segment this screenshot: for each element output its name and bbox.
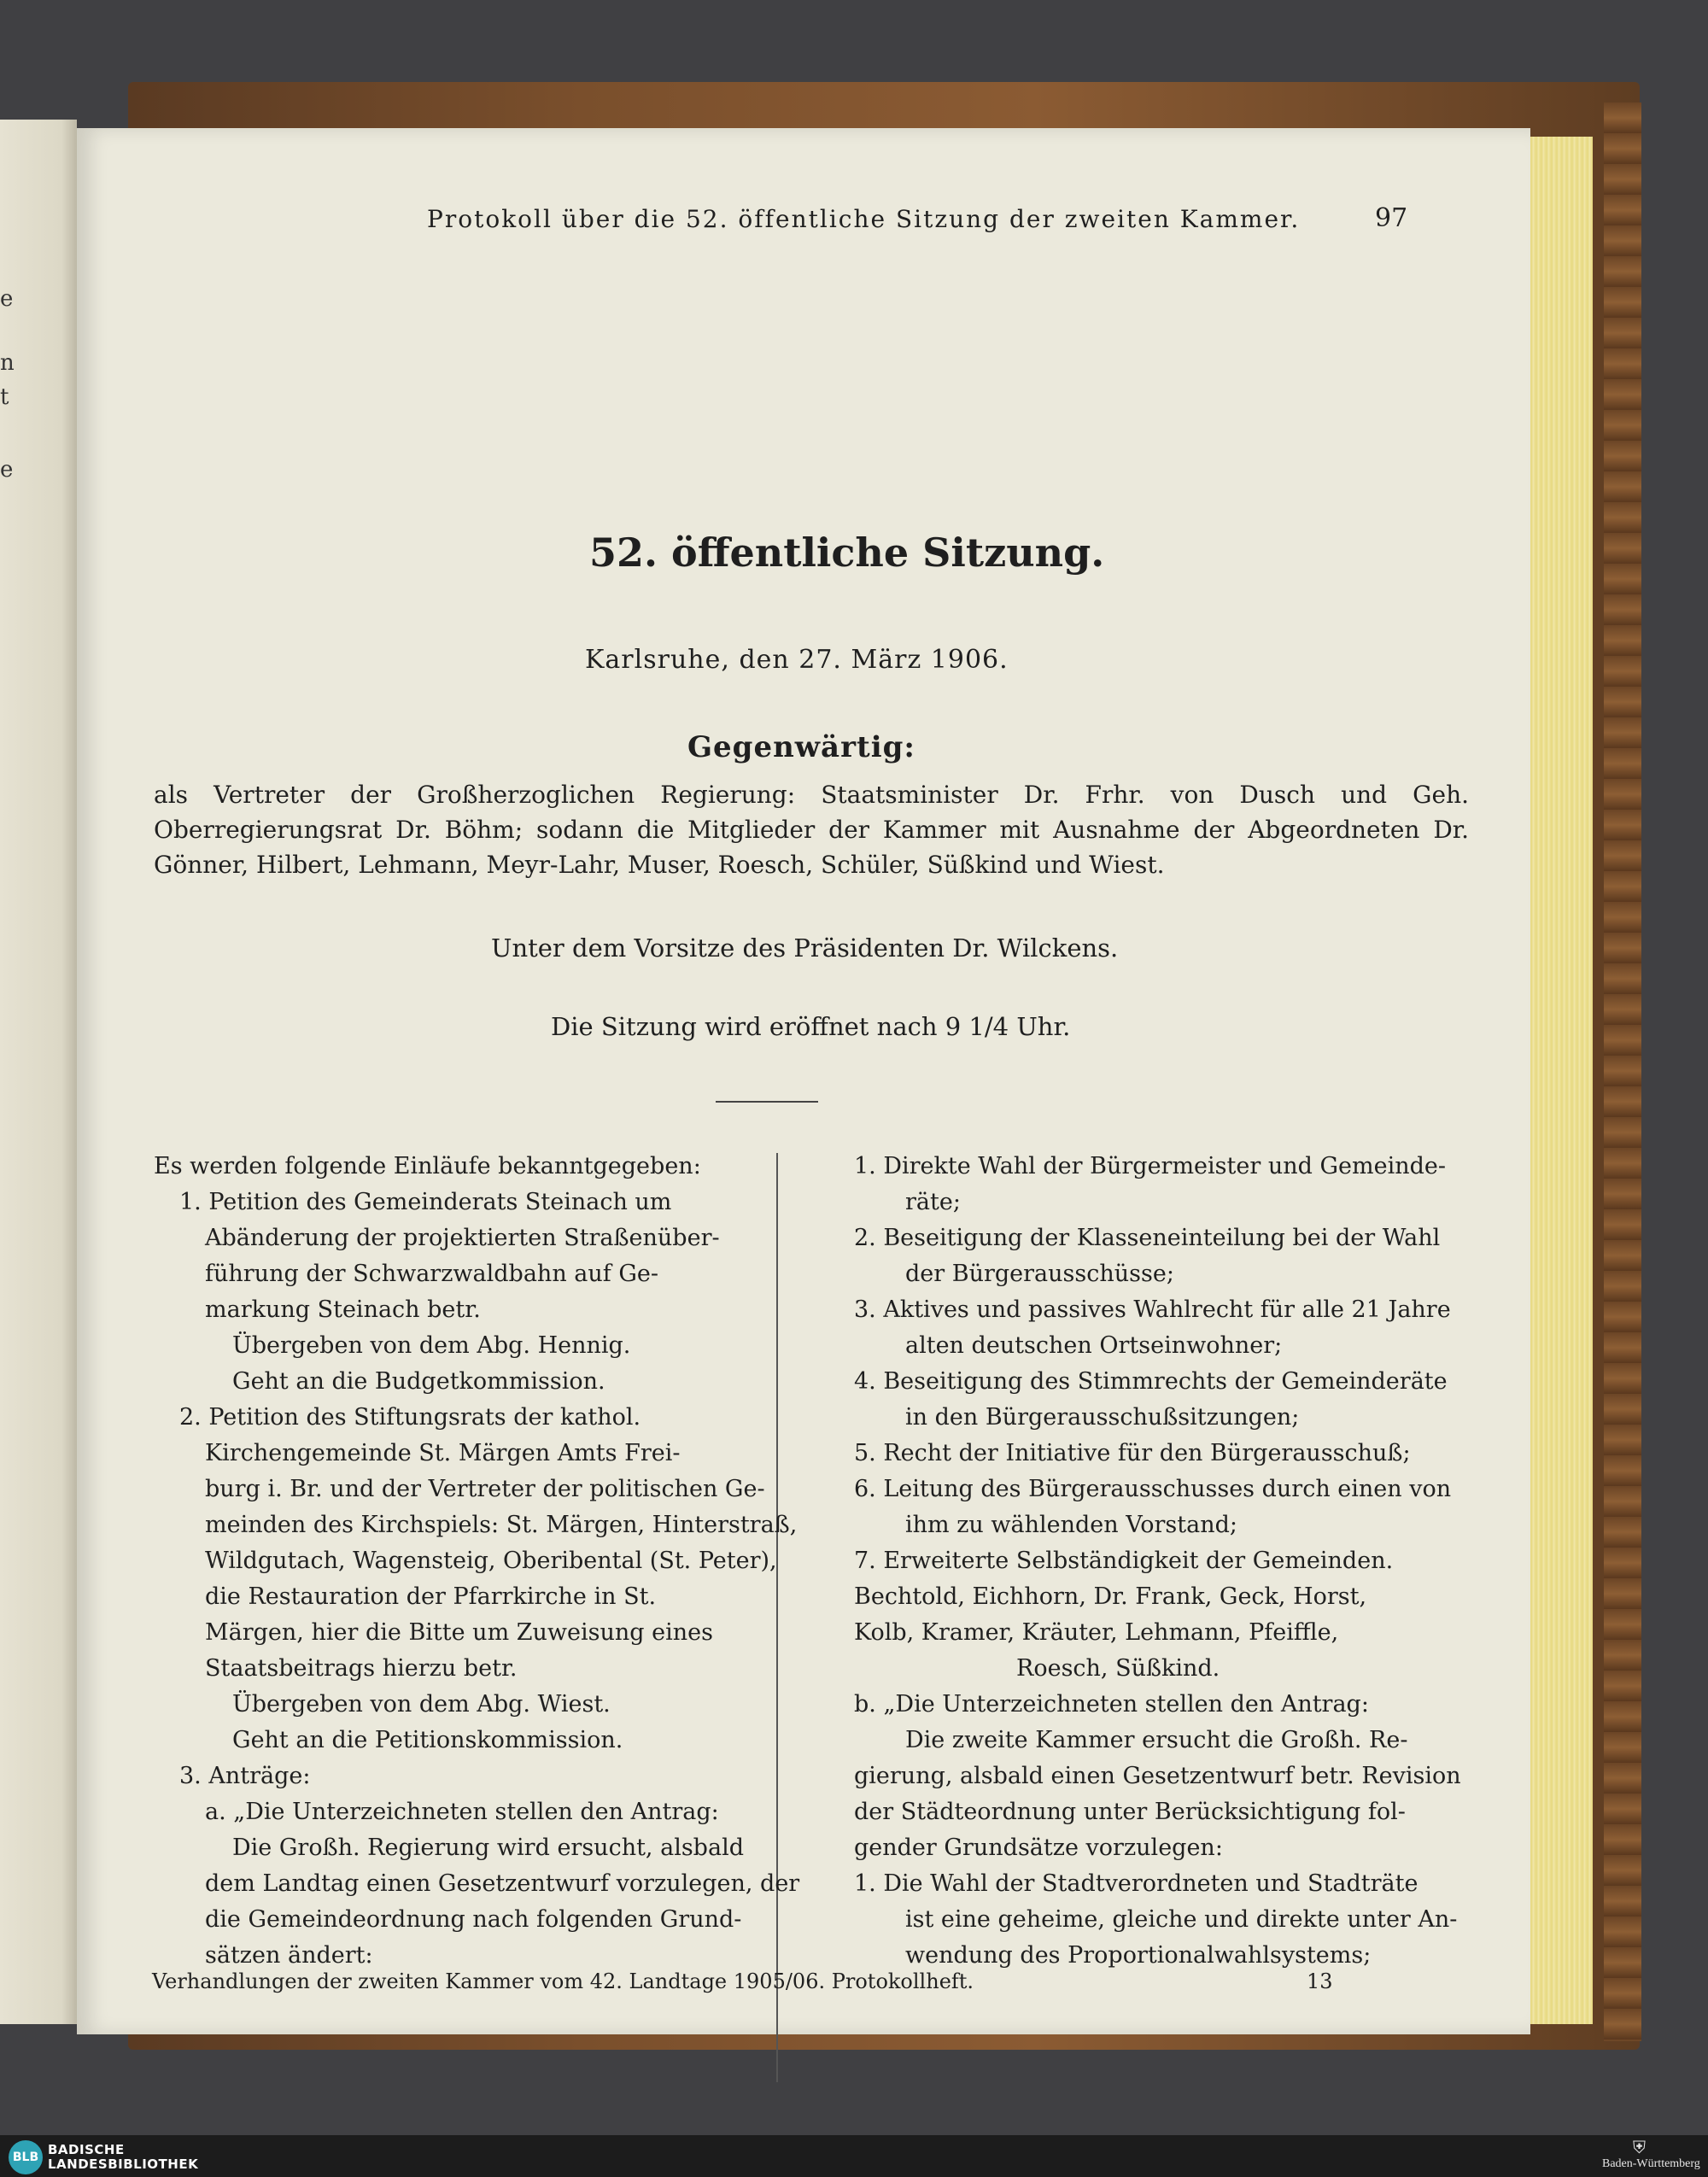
text-line: Geht an die Petitionskommission. [232,1727,623,1753]
text-line: 3. Aktives und passives Wahlrecht für alle 21 Jahre [854,1296,1451,1323]
text-line: Die Großh. Regierung wird ersucht, alsbald [232,1835,744,1861]
text-line: 2. Beseitigung der Klasseneinteilung bei der Wahl [854,1225,1441,1251]
text-line: sätzen ändert: [205,1942,373,1969]
text-line: Kirchengemeinde St. Märgen Amts Frei- [205,1440,681,1466]
library-logo[interactable] [9,2140,43,2174]
left-column [154,1149,800,1974]
document-page [77,128,1530,2034]
text-line: dem Landtag einen Gesetzentwurf vorzulegen, der [205,1870,800,1897]
text-line: markung Steinach betr. [205,1296,481,1323]
page-number: 97 [1375,203,1408,233]
text-line: Staatsbeitrags hierzu betr. [205,1655,518,1682]
text-line: die Gemeindeordnung nach folgenden Grund- [205,1906,742,1933]
text-line: 7. Erweiterte Selbständigkeit der Gemeinden. [854,1548,1394,1574]
text-line: Die zweite Kammer ersucht die Großh. Re- [905,1727,1408,1753]
text-line: 1. Direkte Wahl der Bürgermeister und Gemeinde- [854,1153,1447,1179]
signature-mark: 13 [1307,1969,1333,1993]
state-label: Baden-Württemberg [1602,2157,1700,2170]
text-line: Roesch, Süßkind. [1016,1655,1220,1682]
page-footer: Verhandlungen der zweiten Kammer vom 42. Landtage 1905/06. Protokollheft. [152,1969,974,1993]
left-page-fragment: e [0,457,14,483]
text-line: Bechtold, Eichhorn, Dr. Frank, Geck, Horst, [854,1583,1367,1610]
left-page-edge [0,120,77,2024]
text-line: ist eine geheime, gleiche und direkte unter An- [905,1906,1458,1933]
text-line: räte; [905,1189,961,1215]
text-line: ihm zu wählenden Vorstand; [905,1512,1237,1538]
left-page-fragment: e [0,286,14,312]
text-line: wendung des Proportionalwahlsystems; [905,1942,1372,1969]
text-line: b. „Die Unterzeichneten stellen den Antrag: [854,1691,1369,1718]
library-name-line1: BADISCHE [48,2142,125,2157]
text-line: die Restauration der Pfarrkirche in St. [205,1583,657,1610]
text-line: Wildgutach, Wagensteig, Oberibental (St. Peter), [205,1548,777,1574]
text-line: gender Grundsätze vorzulegen: [854,1835,1223,1861]
text-line: in den Bürgerausschußsitzungen; [905,1404,1300,1431]
coat-of-arms-icon: ⛨ [1633,2137,1646,2157]
text-line: 1. Die Wahl der Stadtverordneten und Stadträte [854,1870,1418,1897]
text-line: 6. Leitung des Bürgerausschusses durch einen von [854,1476,1452,1502]
text-line: führung der Schwarzwaldbahn auf Ge- [205,1261,659,1287]
text-line: Abänderung der projektierten Straßenüber- [205,1225,720,1251]
text-line: meinden des Kirchspiels: St. Märgen, Hinterstraß, [205,1512,798,1538]
opening-line: Die Sitzung wird eröffnet nach 9 1/4 Uhr. [551,1012,1071,1041]
text-line: 2. Petition des Stiftungsrats der kathol. [179,1404,641,1431]
left-page-fragment: n [0,350,15,376]
text-line: 4. Beseitigung des Stimmrechts der Gemeinderäte [854,1368,1448,1395]
text-line: a. „Die Unterzeichneten stellen den Antrag: [205,1799,719,1825]
text-line: 1. Petition des Gemeinderats Steinach um [179,1189,672,1215]
text-line: Kolb, Kramer, Kräuter, Lehmann, Pfeiffle, [854,1619,1339,1646]
text-line: der Bürgerausschüsse; [905,1261,1174,1287]
text-line: 3. Anträge: [179,1763,311,1789]
text-line: gierung, alsbald einen Gesetzentwurf betr. Revision [854,1763,1461,1789]
viewer-bottom-bar [0,2135,1708,2177]
library-name-line2: LANDESBIBLIOTHEK [48,2157,199,2172]
page-stack-edge [1529,137,1593,2024]
chair-line: Unter dem Vorsitze des Präsidenten Dr. Wilckens. [491,933,1119,963]
text-line: 5. Recht der Initiative für den Bürgerausschuß; [854,1440,1411,1466]
text-line: Märgen, hier die Bitte um Zuweisung eines [205,1619,713,1646]
left-page-fragment: t [0,384,9,410]
text-line: Übergeben von dem Abg. Wiest. [232,1691,611,1718]
text-line: alten deutschen Ortseinwohner; [905,1332,1283,1359]
running-header: Protokoll über die 52. öffentliche Sitzung der zweiten Kammer. [427,205,1301,233]
book-binding-edge [1604,102,1641,2041]
present-heading: Gegenwärtig: [687,730,915,764]
text-line: burg i. Br. und der Vertreter der politischen Ge- [205,1476,765,1502]
right-column [854,1149,1486,1974]
text-line: Übergeben von dem Abg. Hennig. [232,1332,631,1359]
place-date: Karlsruhe, den 27. März 1906. [585,645,1009,675]
session-title: 52. öffentliche Sitzung. [589,530,1105,576]
text-line: Es werden folgende Einläufe bekanntgegeben: [154,1153,701,1179]
text-line: Geht an die Budgetkommission. [232,1368,605,1395]
present-paragraph: als Vertreter der Großherzoglichen Regierung: Staatsminister Dr. Frhr. von Dusch und Geh. Oberregierungsrat Dr. Böhm; sodann die Mitglieder der Kammer mit Ausnahme der Abgeordneten Dr. Gönner, Hilbert, Lehmann, Meyr-Lahr, Muser, Roesch, Schüler, Süßkind und Wiest. [154,781,1469,879]
library-logo-text: BLB [12,2151,39,2164]
text-line: der Städteordnung unter Berücksichtigung fol- [854,1799,1406,1825]
section-rule [716,1101,818,1103]
